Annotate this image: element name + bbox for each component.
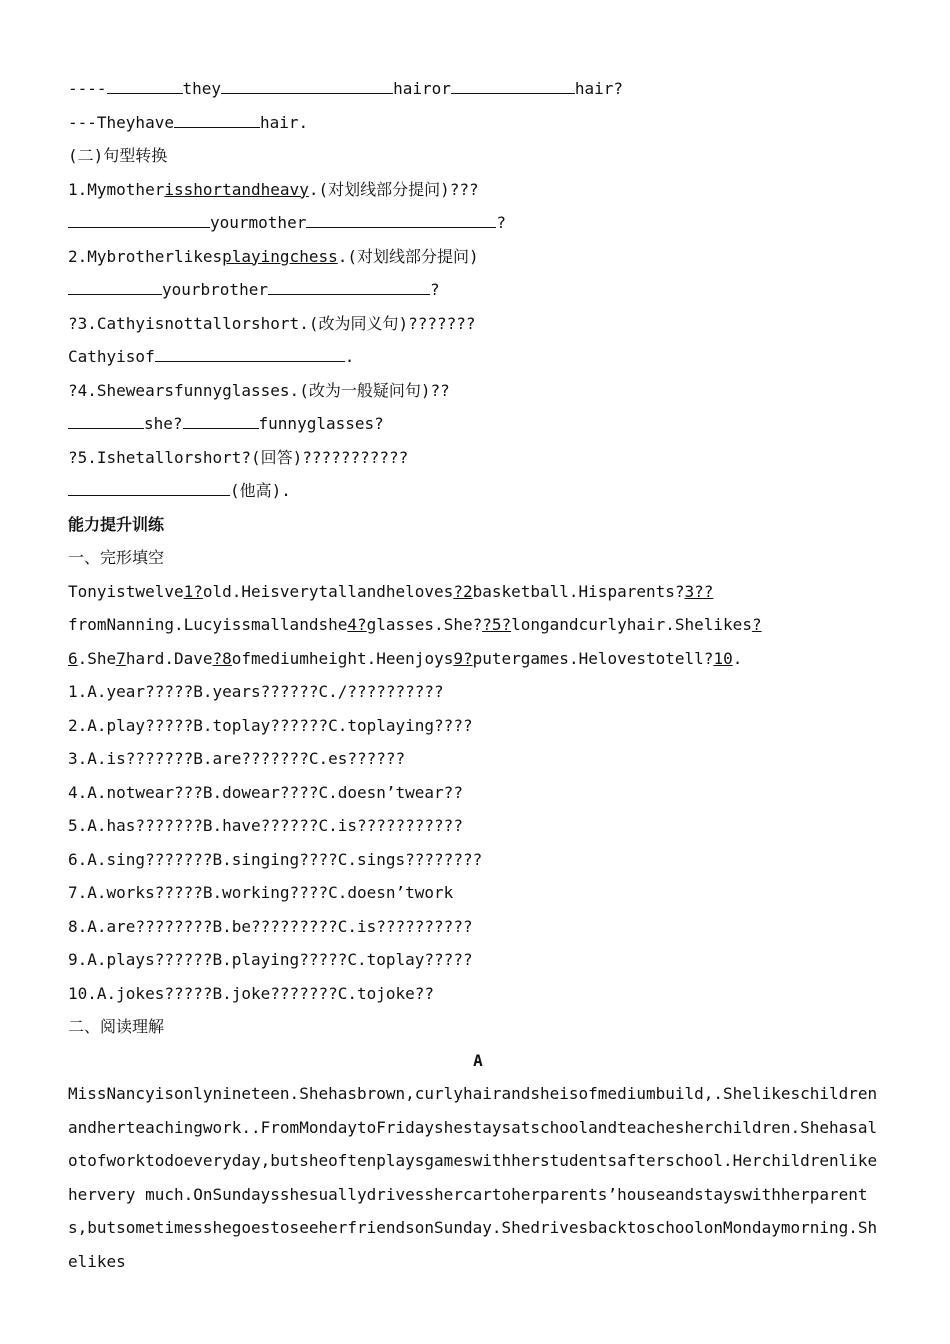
blank[interactable] bbox=[155, 347, 345, 362]
option-row: 8.A.are????????B.be?????????C.is?????????? bbox=[68, 916, 473, 936]
option-row: 5.A.has???????B.have??????C.is??????????? bbox=[68, 816, 463, 835]
ability-heading: 能力提升训练 bbox=[68, 514, 165, 534]
blank[interactable] bbox=[183, 414, 259, 429]
answer-line-4: she? funnyglasses? bbox=[68, 407, 888, 441]
question-2: 2.Mybrotherlikesplayingchess.(对划线部分提问) bbox=[68, 246, 479, 266]
blank[interactable] bbox=[68, 280, 162, 295]
reading-heading: 二、阅读理解 bbox=[68, 1017, 165, 1036]
option-row: 1.A.year?????B.years??????C./?????????? bbox=[68, 682, 444, 701]
answer-line-3: Cathyisof . bbox=[68, 347, 355, 366]
dialog-answer-line: ---Theyhave hair. bbox=[68, 112, 309, 132]
reading-passage: MissNancyisonlynineteen.Shehasbrown,curlyhairandsheisofmediumbuild,.Shelikeschildrenandherteachingwork..FromMondaytoFridayshestaysatschoolandteachesherchildren.Shehasalotofworktodoeveryday,butsheoftenplaysgameswithherstudentsafterschool.Herchildrenlikehervery much.OnSundaysshesuallydrivesshercartoherparents’houseandstayswithherparents,butsometimesshegoestoseeherfriendsonSunday.ShedrivesbacktoschoolonMondaymorning.Shelikes bbox=[68, 1084, 878, 1271]
dialog-question-line: ---- they hairor hair? bbox=[68, 79, 624, 98]
question-4: ?4.Shewearsfunnyglasses.(改为一般疑问句)?? bbox=[68, 380, 450, 400]
blank[interactable] bbox=[174, 113, 260, 128]
option-row: 6.A.sing???????B.singing????C.sings???????? bbox=[68, 849, 483, 869]
passage-label: A bbox=[473, 1050, 483, 1070]
blank[interactable] bbox=[221, 79, 393, 94]
cloze-line-1: Tonyistwelve1?old.Heisverytallandheloves?2basketball.Hisparents?3?? bbox=[68, 581, 714, 601]
blank[interactable] bbox=[107, 79, 183, 94]
answer-line-5: (他高). bbox=[68, 474, 888, 508]
blank[interactable] bbox=[68, 481, 230, 496]
cloze-heading: 一、完形填空 bbox=[68, 548, 165, 567]
question-3: ?3.Cathyisnottallorshort.(改为同义句)??????? bbox=[68, 313, 476, 333]
question-1: 1.Mymotherisshortandheavy.(对划线部分提问)??? bbox=[68, 179, 479, 199]
option-row: 3.A.is???????B.are???????C.es?????? bbox=[68, 749, 406, 768]
section-heading: (二)句型转换 bbox=[68, 146, 168, 165]
blank[interactable] bbox=[268, 280, 430, 295]
blank[interactable] bbox=[451, 79, 575, 94]
blank[interactable] bbox=[68, 414, 144, 429]
option-row: 4.A.notwear???B.dowear????C.doesn’twear?? bbox=[68, 782, 463, 802]
blank[interactable] bbox=[306, 213, 496, 228]
answer-line-2: yourbrother ? bbox=[68, 273, 888, 307]
cloze-line-3: 6.She7hard.Dave?8ofmediumheight.Heenjoys9?putergames.Helovestotell?10. bbox=[68, 648, 743, 668]
blank[interactable] bbox=[68, 213, 210, 228]
answer-line-1: yourmother ? bbox=[68, 206, 888, 240]
worksheet-page bbox=[68, 72, 888, 1278]
question-5: ?5.Ishetallorshort?(回答)??????????? bbox=[68, 447, 409, 467]
option-row: 10.A.jokes?????B.joke???????C.tojoke?? bbox=[68, 983, 435, 1003]
option-row: 9.A.plays??????B.playing?????C.toplay????? bbox=[68, 950, 473, 969]
cloze-line-2: fromNanning.Lucyissmallandshe4?glasses.She??5?longandcurlyhair.Shelikes? bbox=[68, 615, 762, 634]
option-row: 2.A.play?????B.toplay??????C.toplaying???? bbox=[68, 715, 473, 735]
option-row: 7.A.works?????B.working????C.doesn’twork bbox=[68, 883, 454, 902]
